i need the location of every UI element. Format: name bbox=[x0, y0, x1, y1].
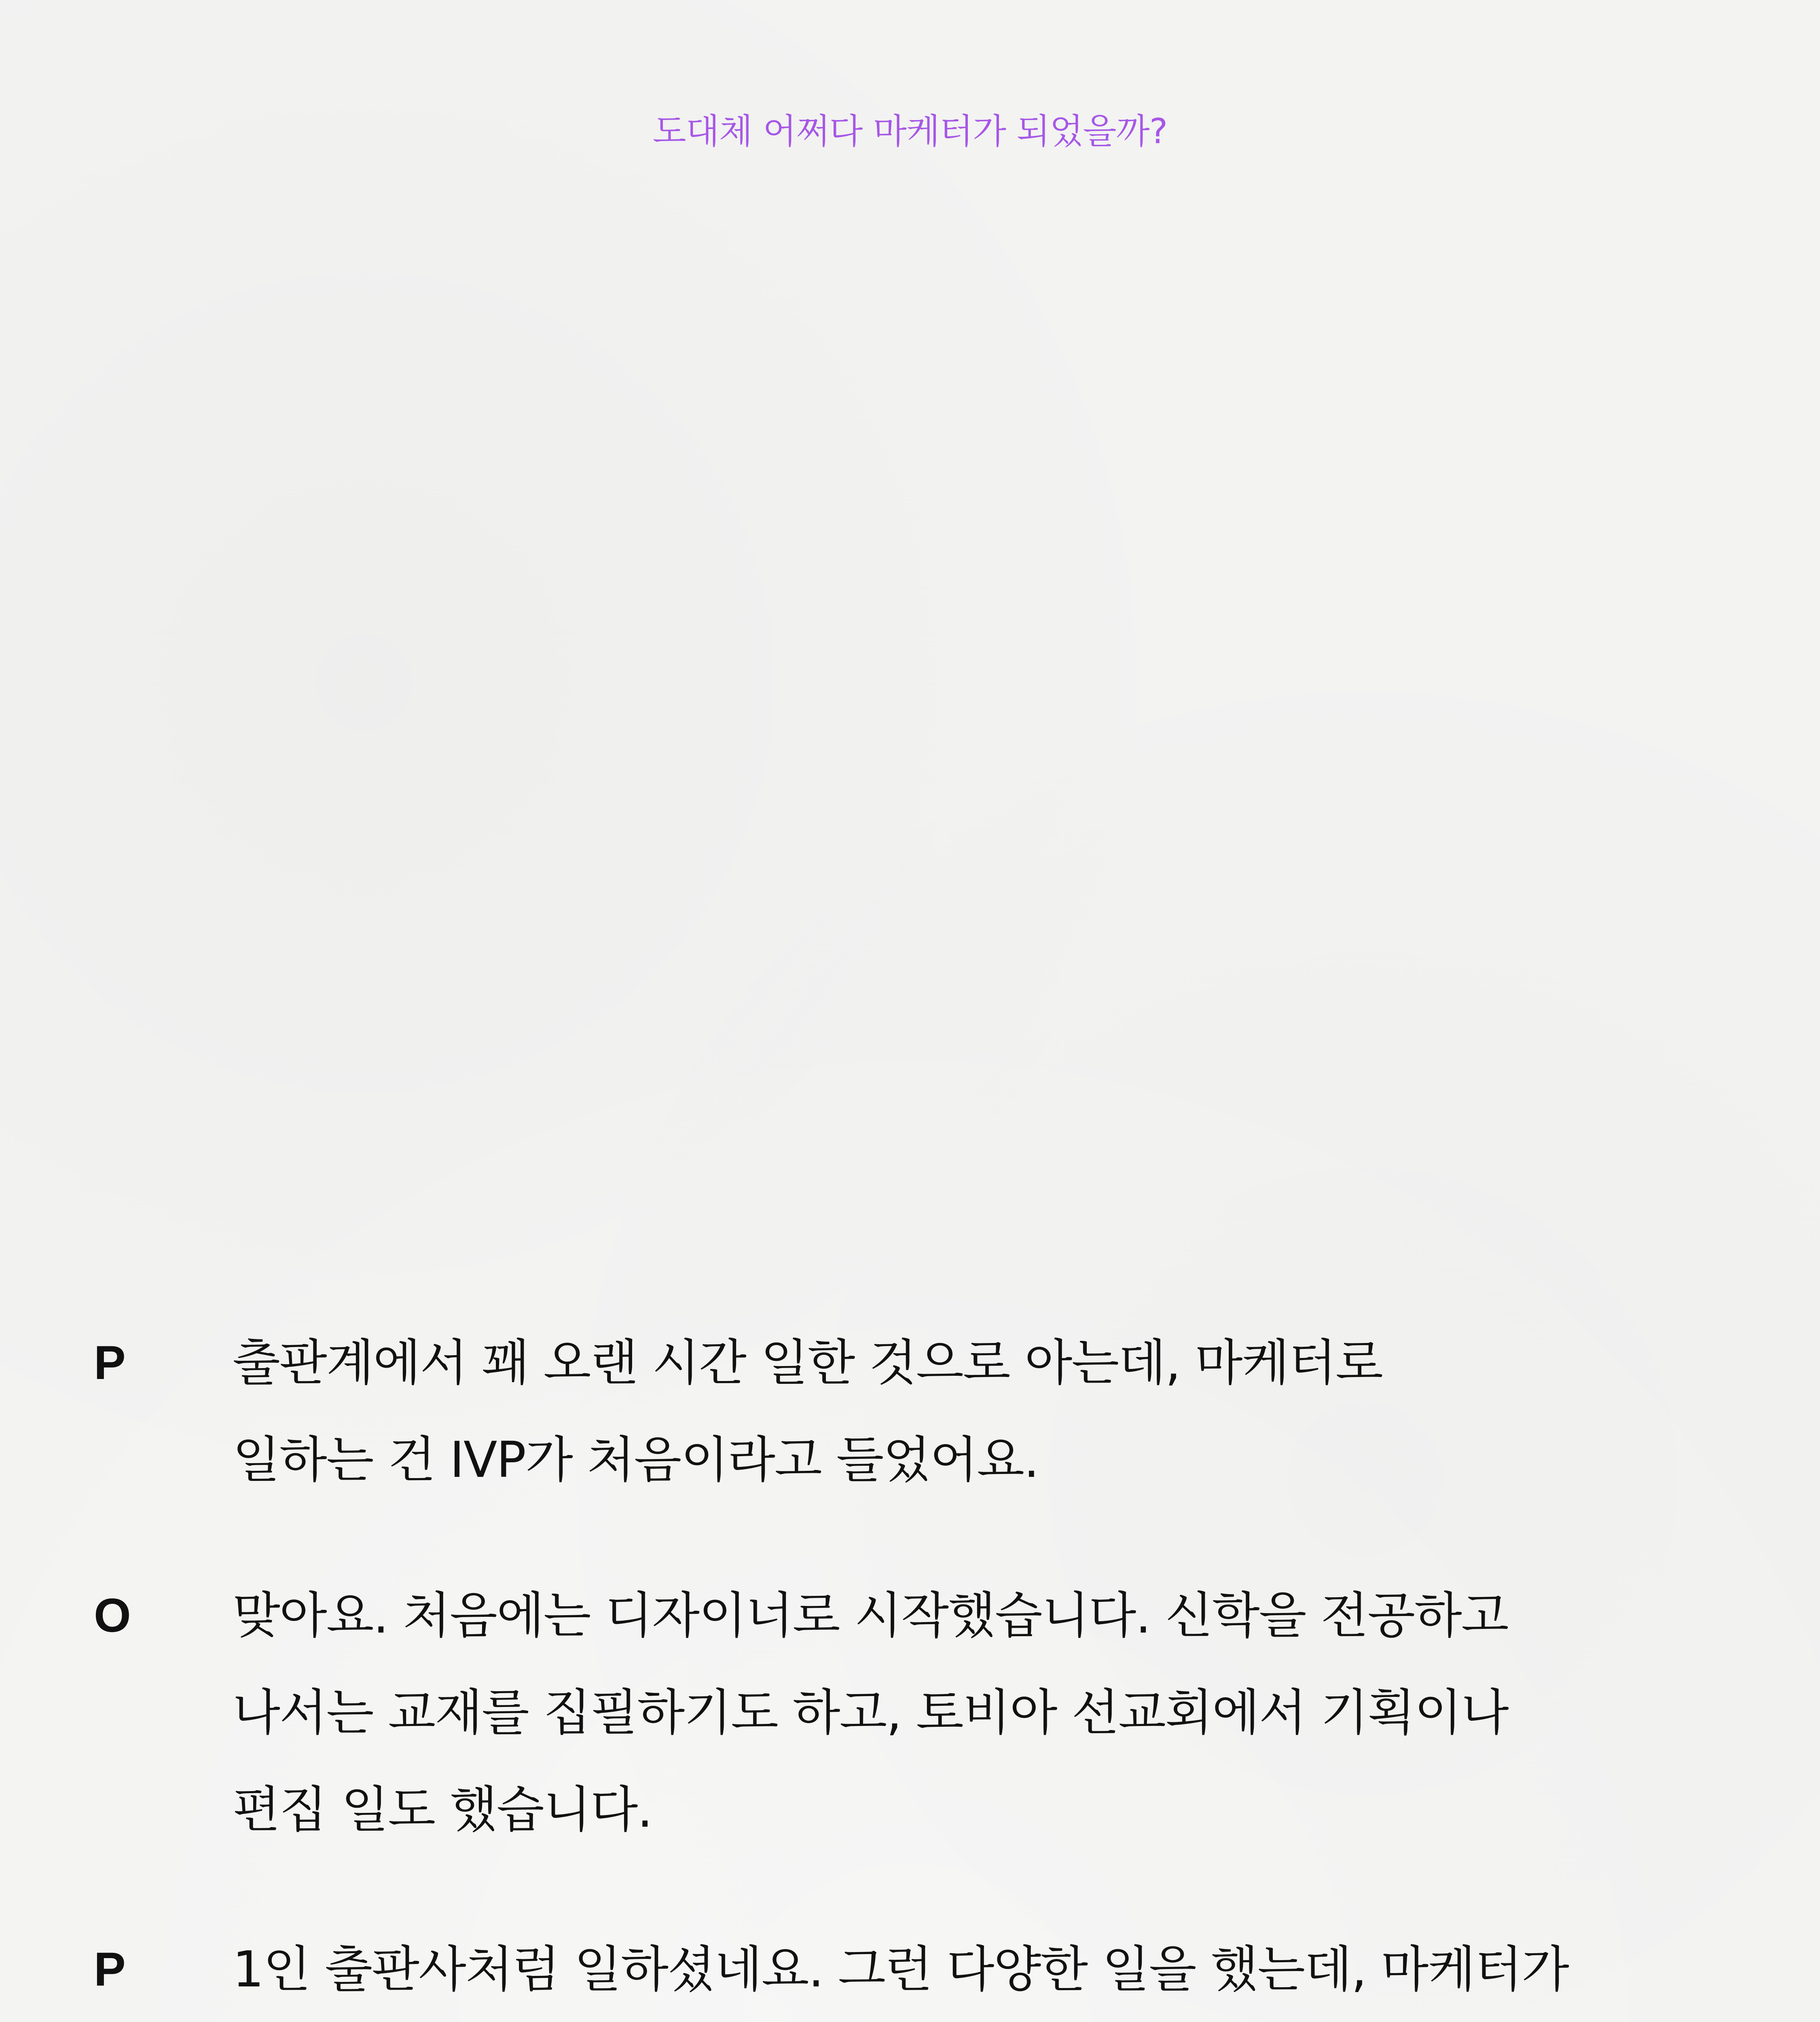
dialogue-line bbox=[233, 2018, 616, 2022]
speaker-label: P bbox=[94, 1943, 126, 1996]
speaker-label: O bbox=[94, 1589, 131, 1642]
page-title: 도대체 어쩌다 마케터가 되었을까? bbox=[652, 111, 1168, 152]
dialogue-line: 1인 출판사처럼 일하셨네요. 그런 다양한 일을 했는데, 마케터가 bbox=[233, 1941, 1568, 1998]
dialogue-line: 일하는 건 IVP가 처음이라고 들었어요. bbox=[233, 1431, 1039, 1489]
dialogue-line: 편집 일도 했습니다. bbox=[233, 1781, 652, 1838]
dialogue-line: 출판계에서 꽤 오랜 시간 일한 것으로 아는데, 마케터로 bbox=[233, 1334, 1382, 1392]
dialogue-line: 맞아요. 처음에는 디자이너로 시작했습니다. 신학을 전공하고 bbox=[233, 1587, 1508, 1644]
speaker-label: P bbox=[94, 1336, 126, 1390]
dialogue-line: 나서는 교재를 집필하기도 하고, 토비아 선교회에서 기획이나 bbox=[233, 1684, 1508, 1741]
